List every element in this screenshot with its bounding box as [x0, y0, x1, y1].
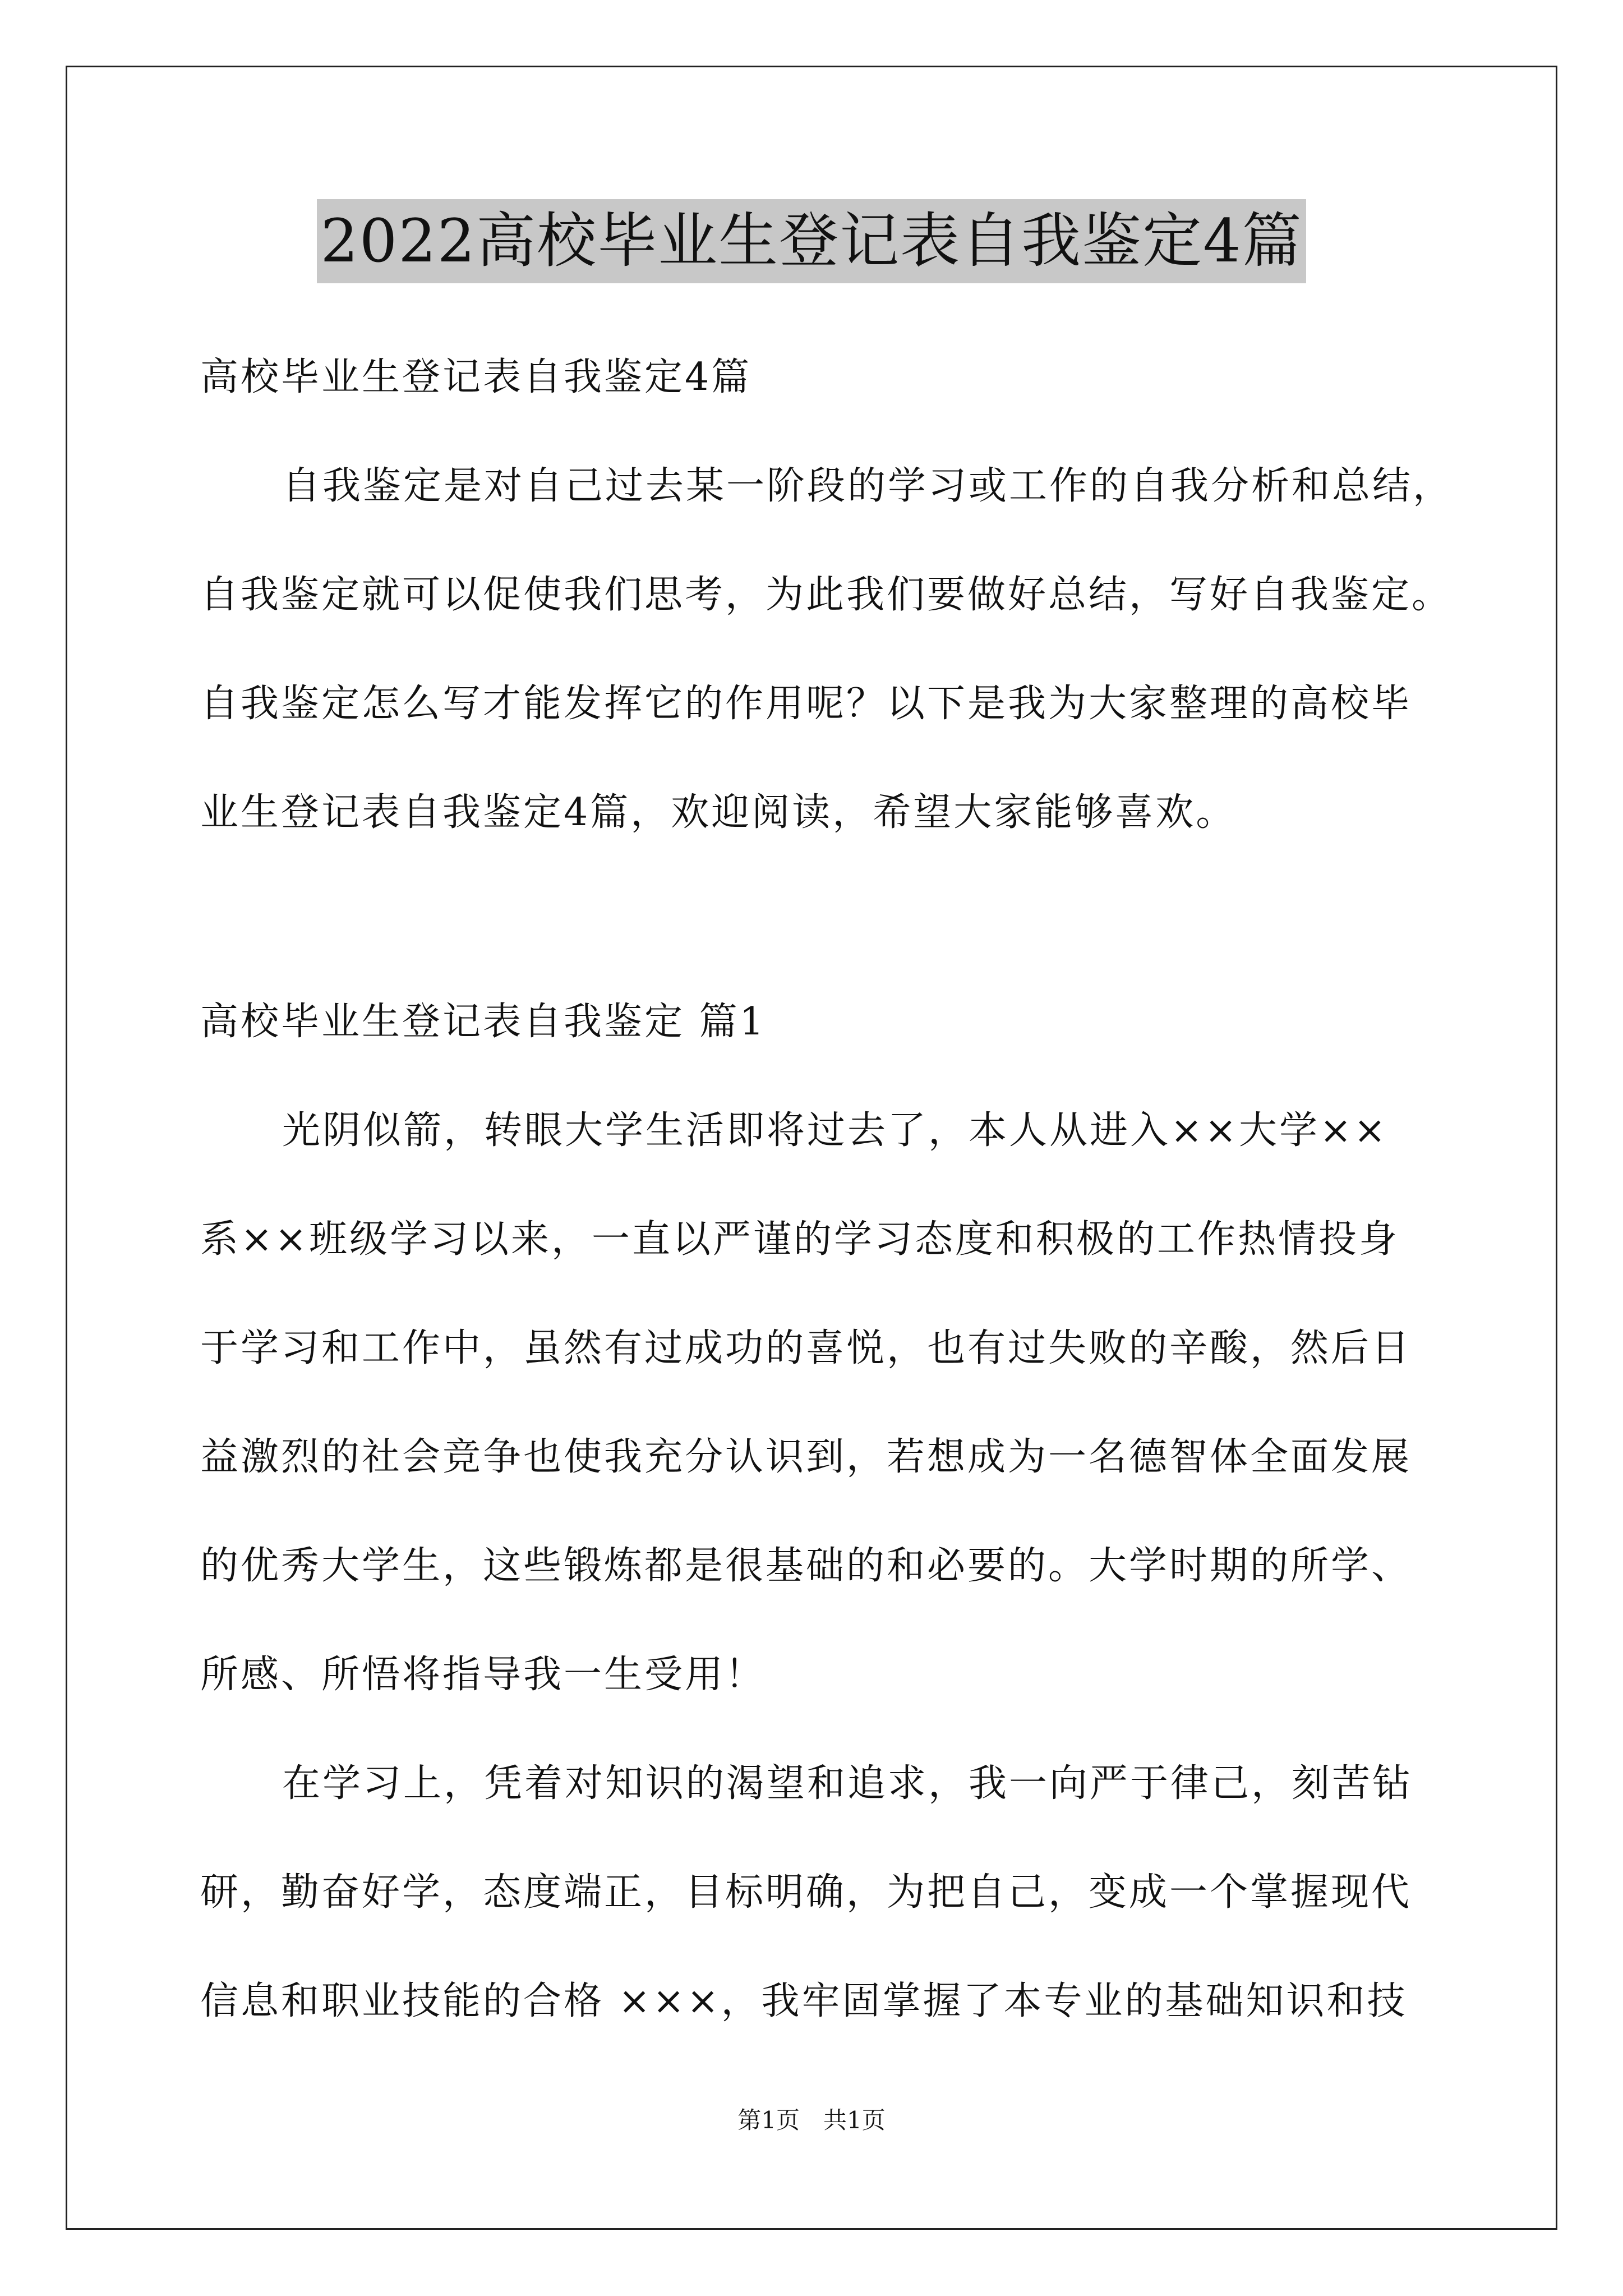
- document-title: 2022高校毕业生登记表自我鉴定4篇: [317, 199, 1306, 283]
- paragraph-line: 系××班级学习以来，一直以严谨的学习态度和积极的工作热情投身: [200, 1217, 1399, 1262]
- paragraph-line: 益激烈的社会竞争也使我充分认识到，若想成为一名德智体全面发展: [200, 1435, 1412, 1479]
- paragraph-line: 在学习上，凭着对知识的渴望和追求，我一向严于律己，刻苦钻: [282, 1761, 1413, 1806]
- paragraph-line: 于学习和工作中，虽然有过成功的喜悦，也有过失败的辛酸，然后日: [200, 1326, 1412, 1370]
- title-container: [0, 199, 1623, 283]
- intro-line: 自我鉴定是对自己过去某一阶段的学习或工作的自我分析和总结，: [282, 464, 1454, 508]
- paragraph-line: 研，勤奋好学，态度端正，目标明确，为把自己，变成一个掌握现代: [200, 1870, 1412, 1915]
- intro-line: 自我鉴定就可以促使我们思考，为此我们要做好总结，写好自我鉴定。: [200, 573, 1453, 617]
- section-heading: 高校毕业生登记表自我鉴定 篇1: [200, 1000, 766, 1044]
- paragraph-line: 光阴似箭，转眼大学生活即将过去了，本人从进入××大学××: [282, 1108, 1388, 1153]
- subtitle: 高校毕业生登记表自我鉴定4篇: [200, 355, 752, 399]
- paragraph-line: 的优秀大学生，这些锻炼都是很基础的和必要的。大学时期的所学、: [200, 1544, 1412, 1588]
- page-footer: 第1页 共1页: [737, 2106, 886, 2134]
- paragraph-line: 信息和职业技能的合格 ×××，我牢固掌握了本专业的基础知识和技: [200, 1979, 1408, 2023]
- paragraph-line: 所感、所悟将指导我一生受用！: [200, 1653, 766, 1697]
- intro-line: 自我鉴定怎么写才能发挥它的作用呢？以下是我为大家整理的高校毕: [200, 682, 1412, 726]
- intro-line: 业生登记表自我鉴定4篇，欢迎阅读，希望大家能够喜欢。: [200, 790, 1237, 835]
